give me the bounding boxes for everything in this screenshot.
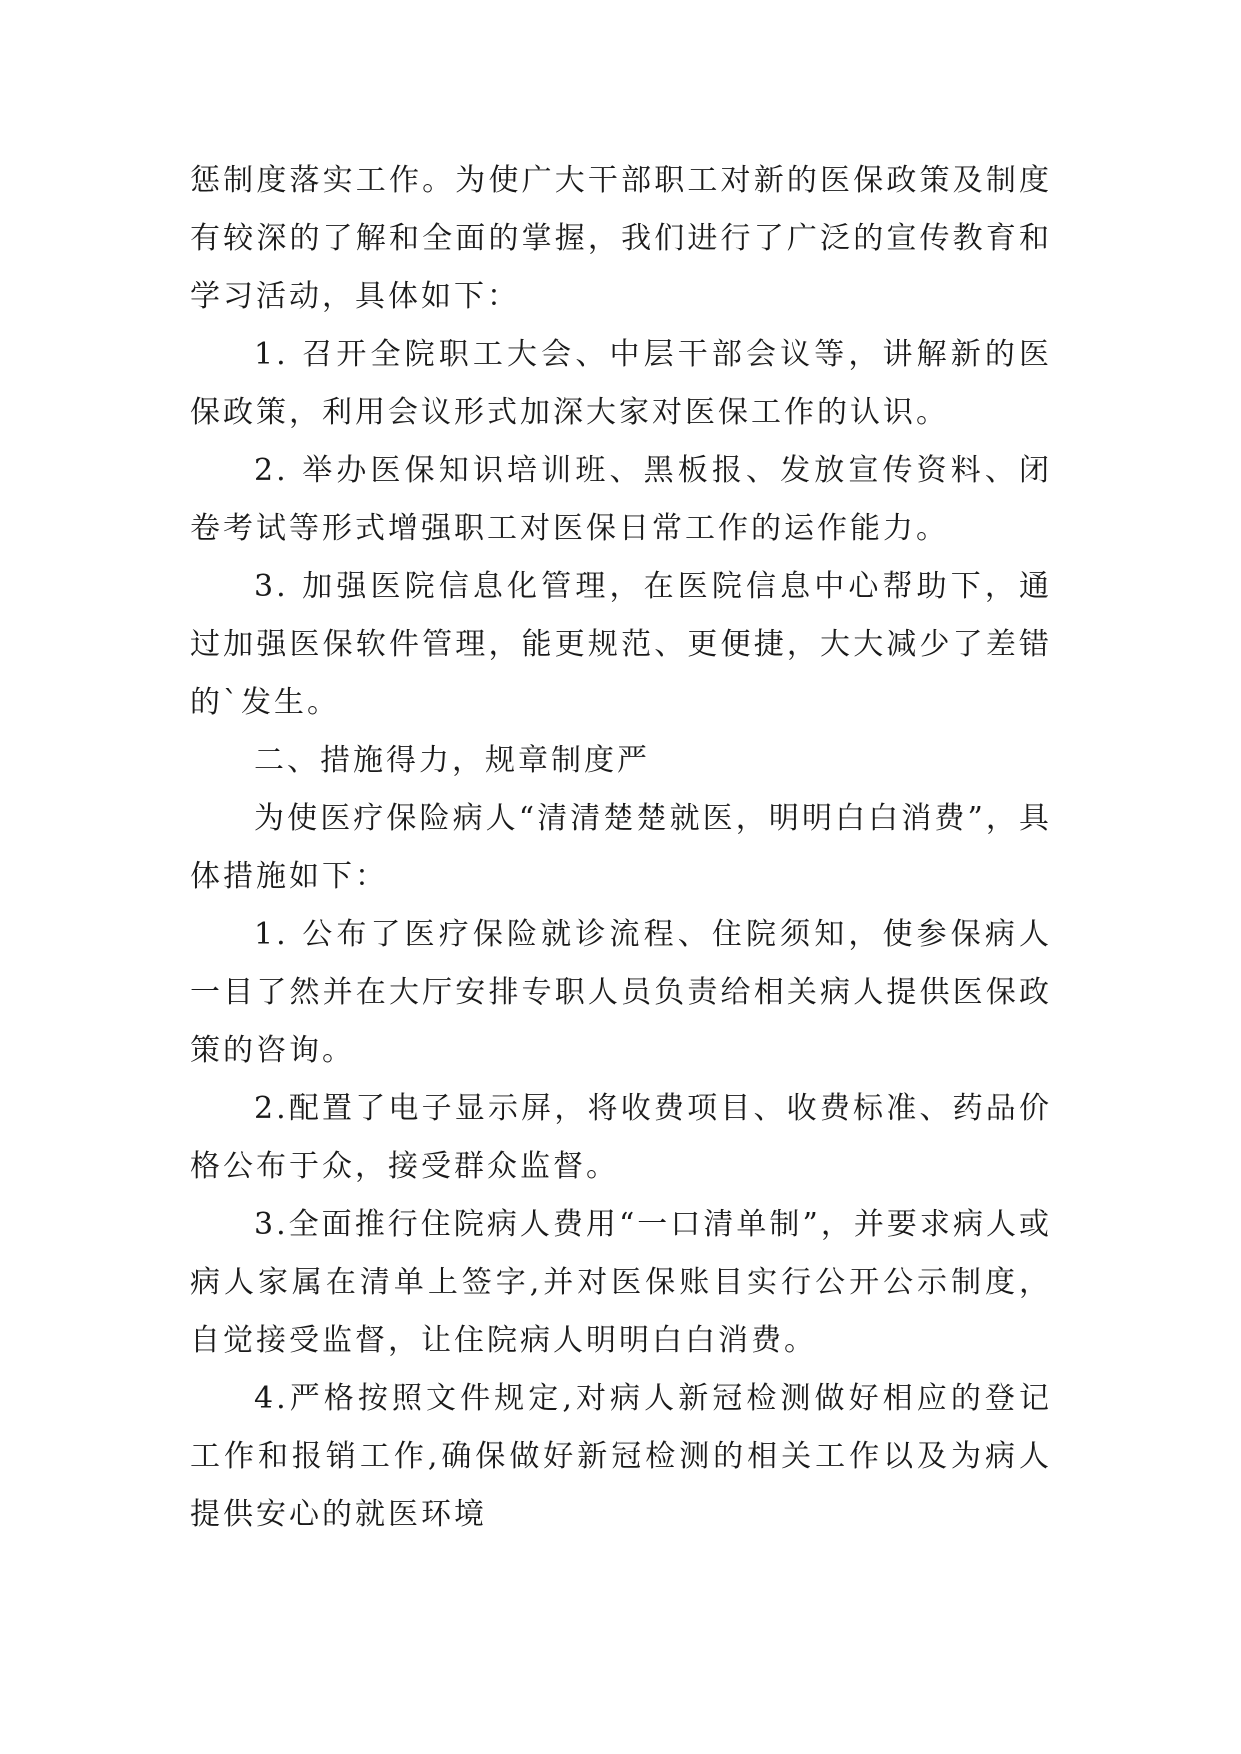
section-heading-2: 二、措施得力，规章制度严 [254,743,650,778]
paragraph-continued-intro: 惩制度落实工作。为使广大干部职工对新的医保政策及制度有较深的了解和全面的掌握，我们进行了广泛的宣传教育和学习活动，具体如下： [190,163,1052,314]
paragraph-item-3-informatization: 3. 加强医院信息化管理，在医院信息中心帮助下，通过加强医保软件管理，能更规范、更便捷，大大减少了差错的`发生。 [190,569,1052,720]
paragraph-measure-4: 4.严格按照文件规定,对病人新冠检测做好相应的登记工作和报销工作,确保做好新冠检测的相关工作以及为病人提供安心的就医环境 [190,1381,1052,1532]
paragraph-measure-3: 3.全面推行住院病人费用“一口清单制”，并要求病人或病人家属在清单上签字,并对医保账目实行公开公示制度，自觉接受监督，让住院病人明明白白消费。 [190,1207,1052,1358]
paragraph-measure-1: 1. 公布了医疗保险就诊流程、住院须知，使参保病人一目了然并在大厅安排专职人员负责给相关病人提供医保政策的咨询。 [190,917,1052,1068]
paragraph-measures-intro: 为使医疗保险病人“清清楚楚就医，明明白白消费”，具体措施如下： [190,801,1052,894]
document-body [190,152,1052,1544]
paragraph-item-1-meeting: 1. 召开全院职工大会、中层干部会议等，讲解新的医保政策，利用会议形式加深大家对医保工作的认识。 [190,337,1052,430]
paragraph-item-2-training: 2. 举办医保知识培训班、黑板报、发放宣传资料、闭卷考试等形式增强职工对医保日常工作的运作能力。 [190,453,1052,546]
paragraph-measure-2: 2.配置了电子显示屏，将收费项目、收费标准、药品价格公布于众，接受群众监督。 [190,1091,1052,1184]
